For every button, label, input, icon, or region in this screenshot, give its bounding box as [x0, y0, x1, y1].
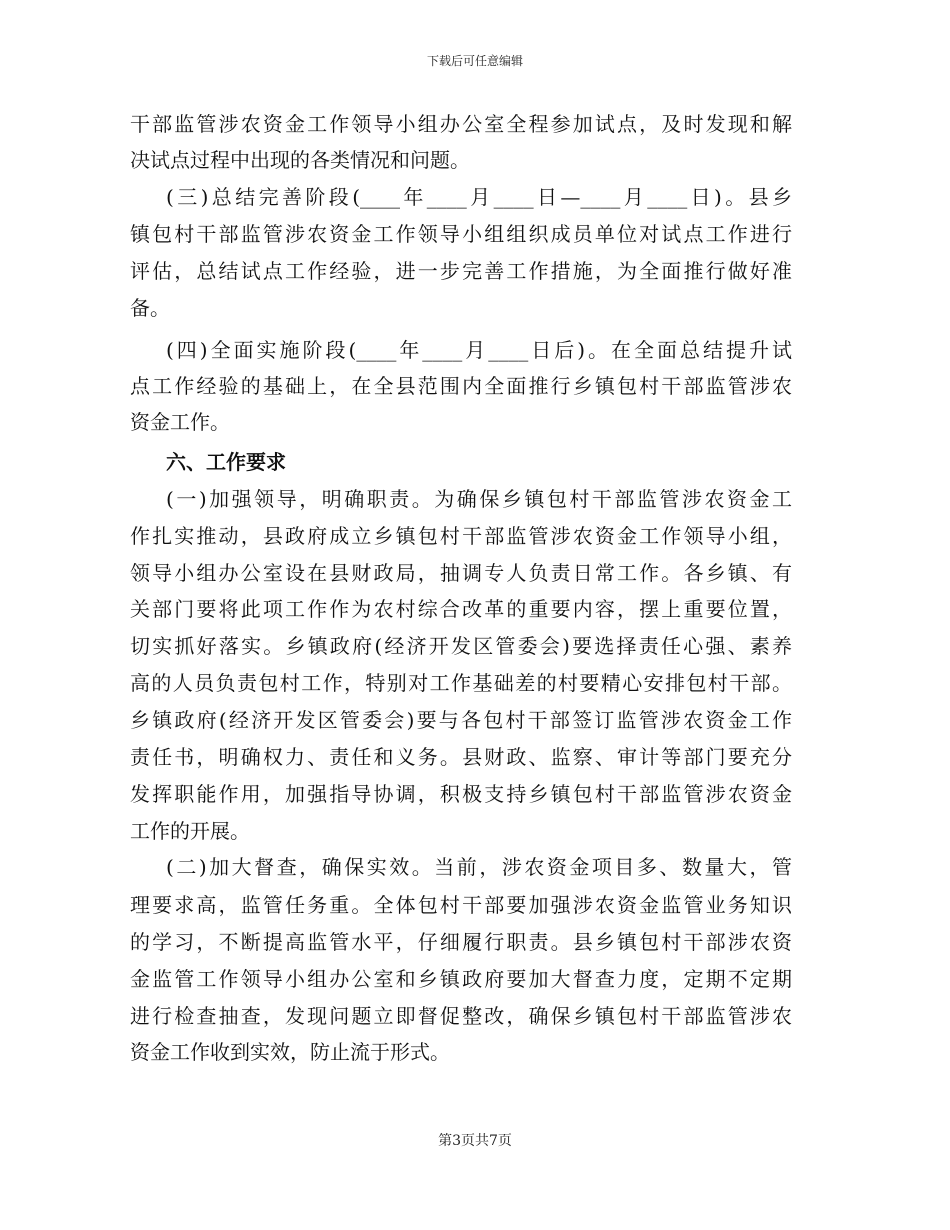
text-line: 进行检查抽查，发现问题立即督促整改，确保乡镇包村干部监管涉农 [130, 1004, 792, 1028]
text-line: 干部监管涉农资金工作领导小组办公室全程参加试点，及时发现和解 [130, 112, 792, 136]
text-line: 评估，总结试点工作经验，进一步完善工作措施，为全面推行做好准 [130, 259, 792, 283]
text-line: 关部门要将此项工作作为农村综合改革的重要内容，摆上重要位置， [130, 597, 792, 621]
section-heading: 六、工作要求 [166, 450, 286, 474]
text-line: 切实抓好落实。乡镇政府(经济开发区管委会)要选择责任心强、素养 [130, 634, 792, 658]
text-line: 备。 [130, 296, 170, 320]
text-line: (四)全面实施阶段(____年____月____日后)。在全面总结提升试 [166, 338, 792, 362]
text-line: 的学习，不断提高监管水平，仔细履行职责。县乡镇包村干部涉农资 [130, 930, 792, 954]
page-header: 下载后可任意编辑 [426, 54, 523, 68]
text-line: 决试点过程中出现的各类情况和问题。 [130, 148, 470, 172]
text-line: 资金工作收到实效，防止流于形式。 [130, 1040, 450, 1064]
text-line: (三)总结完善阶段(____年____月____日—____月____日)。县乡 [166, 185, 792, 209]
text-line: 镇包村干部监管涉农资金工作领导小组组织成员单位对试点工作进行 [130, 222, 792, 246]
text-line: 点工作经验的基础上，在全县范围内全面推行乡镇包村干部监管涉农 [130, 374, 792, 398]
text-line: (一)加强领导，明确职责。为确保乡镇包村干部监管涉农资金工 [166, 487, 792, 511]
text-line: 工作的开展。 [130, 819, 250, 843]
text-line: 乡镇政府(经济开发区管委会)要与各包村干部签订监管涉农资金工作 [130, 708, 792, 732]
text-line: 金监管工作领导小组办公室和乡镇政府要加大督查力度，定期不定期 [130, 967, 792, 991]
text-line: (二)加大督查，确保实效。当前，涉农资金项目多、数量大，管 [166, 855, 792, 879]
text-line: 领导小组办公室设在县财政局，抽调专人负责日常工作。各乡镇、有 [130, 561, 792, 585]
page-number-footer: 第3页共7页 [438, 1133, 512, 1149]
text-line: 理要求高，监管任务重。全体包村干部要加强涉农资金监管业务知识 [130, 893, 792, 917]
text-line: 发挥职能作用，加强指导协调，积极支持乡镇包村干部监管涉农资金 [130, 782, 792, 806]
text-line: 高的人员负责包村工作，特别对工作基础差的村要精心安排包村干部。 [130, 671, 792, 695]
text-line: 作扎实推动，县政府成立乡镇包村干部监管涉农资金工作领导小组， [130, 524, 792, 548]
text-line: 资金工作。 [130, 410, 230, 434]
text-line: 责任书，明确权力、责任和义务。县财政、监察、审计等部门要充分 [130, 745, 792, 769]
